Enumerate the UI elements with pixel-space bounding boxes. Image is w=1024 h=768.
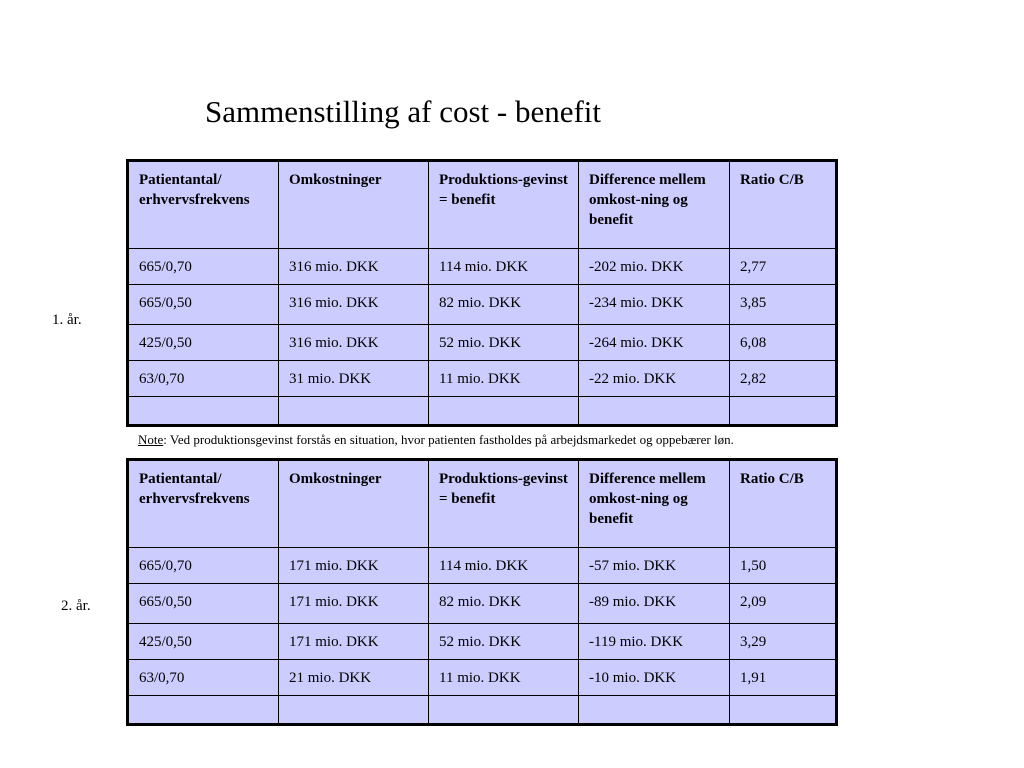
- header-patientantal: Patientantal/ erhvervsfrekvens: [128, 460, 279, 548]
- cell-difference: -234 mio. DKK: [579, 285, 730, 325]
- table-row: [128, 285, 837, 325]
- table-note: [138, 432, 734, 448]
- cell-ratio: 6,08: [730, 325, 837, 361]
- cell-patientantal: 425/0,50: [128, 624, 279, 660]
- cell-omkostninger: 171 mio. DKK: [279, 548, 429, 584]
- cell-benefit: 52 mio. DKK: [429, 325, 579, 361]
- header-difference: Difference mellem omkost-ning og benefit: [579, 161, 730, 249]
- table-header-row: [128, 161, 837, 249]
- empty-cell: [730, 397, 837, 426]
- empty-cell: [128, 696, 279, 725]
- cell-benefit: 114 mio. DKK: [429, 249, 579, 285]
- table-row: [128, 660, 837, 696]
- empty-cell: [429, 696, 579, 725]
- cell-difference: -22 mio. DKK: [579, 361, 730, 397]
- cell-ratio: 1,50: [730, 548, 837, 584]
- cell-patientantal: 63/0,70: [128, 660, 279, 696]
- cell-difference: -264 mio. DKK: [579, 325, 730, 361]
- cell-omkostninger: 31 mio. DKK: [279, 361, 429, 397]
- cell-difference: -57 mio. DKK: [579, 548, 730, 584]
- cell-benefit: 52 mio. DKK: [429, 624, 579, 660]
- cell-omkostninger: 316 mio. DKK: [279, 325, 429, 361]
- table-row: [128, 584, 837, 624]
- table-row-empty: [128, 696, 837, 725]
- cell-omkostninger: 171 mio. DKK: [279, 584, 429, 624]
- table-row: [128, 361, 837, 397]
- cell-patientantal: 665/0,50: [128, 285, 279, 325]
- cell-benefit: 11 mio. DKK: [429, 361, 579, 397]
- cell-ratio: 1,91: [730, 660, 837, 696]
- header-difference: Difference mellem omkost-ning og benefit: [579, 460, 730, 548]
- note-text: : Ved produktionsgevinst forstås en situation, hvor patienten fastholdes på arbejdsmarkedet og oppebærer løn.: [163, 432, 734, 447]
- header-omkostninger: Omkostninger: [279, 460, 429, 548]
- table-header-row: [128, 460, 837, 548]
- table-row: [128, 624, 837, 660]
- cell-difference: -10 mio. DKK: [579, 660, 730, 696]
- cell-patientantal: 665/0,50: [128, 584, 279, 624]
- cell-omkostninger: 316 mio. DKK: [279, 285, 429, 325]
- cell-benefit: 82 mio. DKK: [429, 285, 579, 325]
- empty-cell: [579, 397, 730, 426]
- table-row: [128, 249, 837, 285]
- header-ratio: Ratio C/B: [730, 460, 837, 548]
- page-title: Sammenstilling af cost - benefit: [205, 94, 602, 129]
- empty-cell: [730, 696, 837, 725]
- note-key: Note: [138, 432, 164, 447]
- table-row: [128, 548, 837, 584]
- cell-patientantal: 63/0,70: [128, 361, 279, 397]
- cell-benefit: 114 mio. DKK: [429, 548, 579, 584]
- cell-benefit: 11 mio. DKK: [429, 660, 579, 696]
- empty-cell: [279, 696, 429, 725]
- header-ratio: Ratio C/B: [730, 161, 837, 249]
- header-omkostninger: Omkostninger: [279, 161, 429, 249]
- cell-omkostninger: 21 mio. DKK: [279, 660, 429, 696]
- year-1-label: 1. år.: [52, 312, 82, 328]
- cell-omkostninger: 171 mio. DKK: [279, 624, 429, 660]
- cell-ratio: 3,85: [730, 285, 837, 325]
- cell-ratio: 2,82: [730, 361, 837, 397]
- cost-benefit-table-year-1: [126, 159, 838, 427]
- cell-ratio: 2,09: [730, 584, 837, 624]
- header-patientantal: Patientantal/ erhvervsfrekvens: [128, 161, 279, 249]
- cell-difference: -202 mio. DKK: [579, 249, 730, 285]
- table-row-empty: [128, 397, 837, 426]
- table-row: [128, 325, 837, 361]
- empty-cell: [579, 696, 730, 725]
- cell-difference: -89 mio. DKK: [579, 584, 730, 624]
- empty-cell: [429, 397, 579, 426]
- cost-benefit-table-year-2: [126, 458, 838, 726]
- header-produktionsgevinst: Produktions-gevinst = benefit: [429, 460, 579, 548]
- cell-ratio: 3,29: [730, 624, 837, 660]
- empty-cell: [279, 397, 429, 426]
- cell-omkostninger: 316 mio. DKK: [279, 249, 429, 285]
- year-2-label: 2. år.: [61, 598, 91, 614]
- cell-ratio: 2,77: [730, 249, 837, 285]
- cell-benefit: 82 mio. DKK: [429, 584, 579, 624]
- cell-difference: -119 mio. DKK: [579, 624, 730, 660]
- cell-patientantal: 425/0,50: [128, 325, 279, 361]
- header-produktionsgevinst: Produktions-gevinst = benefit: [429, 161, 579, 249]
- cell-patientantal: 665/0,70: [128, 548, 279, 584]
- empty-cell: [128, 397, 279, 426]
- cell-patientantal: 665/0,70: [128, 249, 279, 285]
